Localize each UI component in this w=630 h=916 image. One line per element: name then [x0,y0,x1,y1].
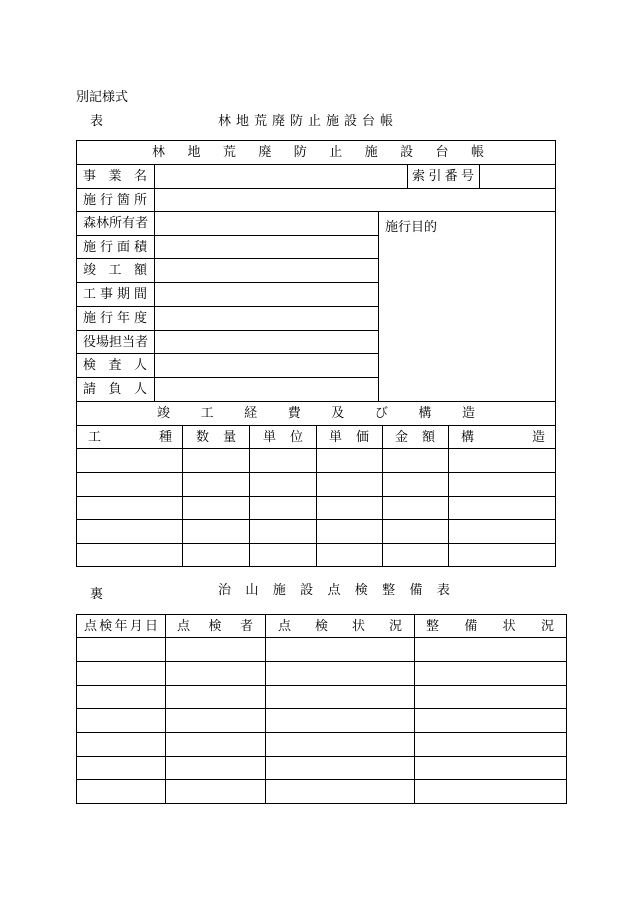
insp-col-date: 点 検 年 月 日 [84,618,158,634]
cost-col-structure: 構 造 [461,429,545,445]
label-construction-period: 工 事 期 間 [83,287,147,302]
back-side-label: 裏 [90,587,104,602]
label-forest-owner: 森 林 所 有 者 [83,216,149,231]
cost-col-amount: 金 額 [395,429,435,445]
cost-col-work-type: 工 種 [88,429,172,445]
label-inspector: 検 査 人 [83,358,147,373]
cost-col-quantity: 数 量 [196,429,236,445]
label-project-name: 事 業 名 [83,169,147,184]
cost-section-title: 竣 工 経 費 及 び 構 造 [157,406,475,421]
label-location: 施 行 箇 所 [83,192,147,208]
ledger-header: 林 地 荒 廃 防 止 施 設 台 帳 [152,145,484,160]
label-area: 施 行 面 積 [83,239,147,255]
form-label: 別記様式 [76,90,129,105]
insp-col-maintenance-status: 整 備 状 況 [426,618,554,634]
cost-col-unit-price: 単 価 [329,429,369,445]
cost-col-unit: 単 位 [263,429,303,445]
label-purpose: 施行目的 [385,220,438,235]
label-index-number: 索 引 番 号 [412,169,474,184]
label-fiscal-year: 施 行 年 度 [83,311,147,326]
back-title: 治 山 施 設 点 検 整 備 表 [218,582,450,598]
label-completed-amount: 竣 工 額 [83,263,147,278]
front-title: 林地荒廃防止施設台帳 [218,114,399,129]
insp-col-inspection-status: 点 検 状 況 [278,618,402,634]
label-contractor: 請 負 人 [83,382,147,397]
label-office-staff: 役 場 担 当 者 [83,334,149,350]
front-side-label: 表 [90,114,104,129]
insp-col-inspector: 点 検 者 [177,618,253,634]
